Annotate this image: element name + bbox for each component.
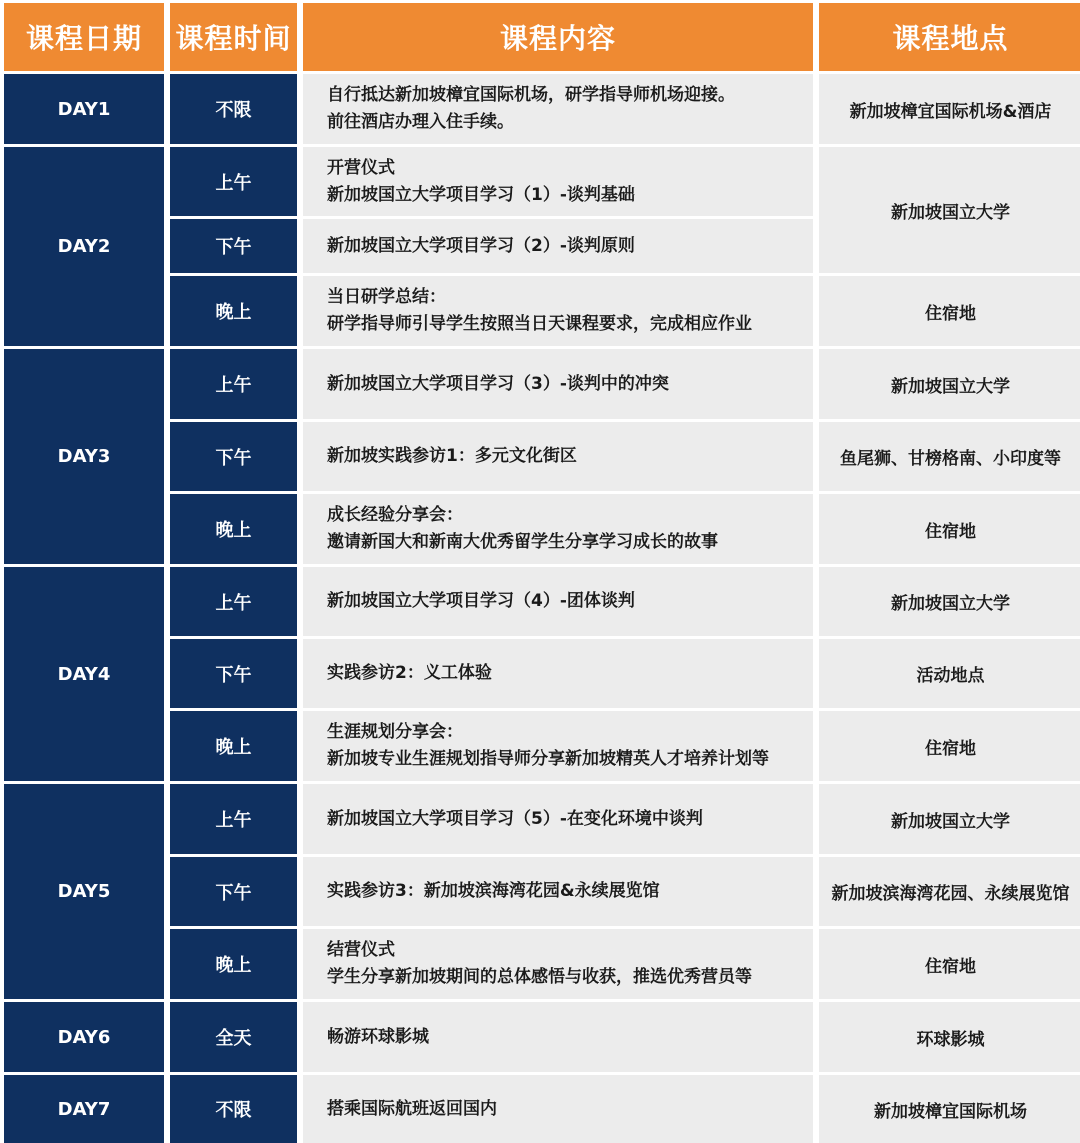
- time-cell: 下午: [170, 422, 297, 491]
- content-line: 结营仪式: [327, 940, 395, 960]
- place-cell: 新加坡樟宜国际机场&酒店: [819, 74, 1080, 144]
- content-cell: [303, 1075, 813, 1143]
- header-time: 课程时间: [170, 3, 297, 71]
- place-cell: 新加坡国立大学: [819, 784, 1080, 854]
- place-cell: 环球影城: [819, 1002, 1080, 1072]
- content-line: 实践参访3：新加坡滨海湾花园&永续展览馆: [327, 881, 660, 901]
- content-cell: [303, 219, 813, 273]
- content-line: 新加坡国立大学项目学习（2）-谈判原则: [327, 235, 635, 256]
- header-date: 课程日期: [4, 3, 164, 71]
- content-line: 搭乘国际航班返回国内: [327, 1098, 497, 1119]
- day-cell-1: DAY1: [4, 74, 164, 144]
- content-line: 邀请新国大和新南大优秀留学生分享学习成长的故事: [327, 532, 718, 552]
- day-cell-6: DAY6: [4, 1002, 164, 1072]
- day-cell-7: DAY7: [4, 1075, 164, 1143]
- content-cell: [303, 857, 813, 926]
- content-line: 新加坡国立大学项目学习（4）-团体谈判: [327, 591, 635, 611]
- content-cell: [303, 567, 813, 636]
- place-cell: 活动地点: [819, 639, 1080, 708]
- time-cell: 全天: [170, 1002, 297, 1072]
- time-cell: 晚上: [170, 494, 297, 564]
- content-line: 开营仪式: [327, 157, 395, 178]
- time-cell: 晚上: [170, 276, 297, 346]
- day-cell-3: DAY3: [4, 349, 164, 564]
- place-cell: 住宿地: [819, 276, 1080, 346]
- content-cell: [303, 929, 813, 999]
- content-line: 新加坡实践参访1：多元文化街区: [327, 446, 577, 466]
- content-line: 研学指导师引导学生按照当日天课程要求，完成相应作业: [327, 314, 752, 334]
- content-line: 自行抵达新加坡樟宜国际机场，研学指导师机场迎接。: [327, 85, 735, 105]
- time-cell: 上午: [170, 567, 297, 636]
- content-line: 新加坡专业生涯规划指导师分享新加坡精英人才培养计划等: [327, 749, 769, 769]
- content-line: 新加坡国立大学项目学习（5）-在变化环境中谈判: [327, 808, 703, 829]
- content-line: 生涯规划分享会：: [327, 722, 463, 742]
- header-place: 课程地点: [819, 3, 1080, 71]
- content-cell: [303, 74, 813, 144]
- content-cell: [303, 1002, 813, 1072]
- place-cell: 新加坡国立大学: [819, 567, 1080, 636]
- place-cell: 新加坡国立大学: [819, 349, 1080, 419]
- place-cell: 新加坡樟宜国际机场: [819, 1075, 1080, 1143]
- time-cell: 上午: [170, 349, 297, 419]
- content-cell: [303, 711, 813, 781]
- time-cell: 上午: [170, 147, 297, 216]
- content-line: 前往酒店办理入住手续。: [327, 112, 514, 132]
- time-cell: 下午: [170, 857, 297, 926]
- day-cell-5: DAY5: [4, 784, 164, 999]
- place-cell: 新加坡国立大学: [819, 147, 1080, 273]
- time-cell: 下午: [170, 639, 297, 708]
- content-cell: [303, 639, 813, 708]
- place-cell: 住宿地: [819, 929, 1080, 999]
- content-cell: [303, 276, 813, 346]
- time-cell: 下午: [170, 219, 297, 273]
- time-cell: 不限: [170, 74, 297, 144]
- content-cell: [303, 349, 813, 419]
- day-cell-4: DAY4: [4, 567, 164, 781]
- content-line: 学生分享新加坡期间的总体感悟与收获，推选优秀营员等: [327, 967, 752, 987]
- content-line: 新加坡国立大学项目学习（1）-谈判基础: [327, 184, 635, 205]
- day-cell-2: DAY2: [4, 147, 164, 346]
- time-cell: 上午: [170, 784, 297, 854]
- header-content: 课程内容: [303, 3, 813, 71]
- content-line: 成长经验分享会：: [327, 505, 463, 525]
- place-cell: 新加坡滨海湾花园、永续展览馆: [819, 857, 1080, 926]
- content-line: 实践参访2：义工体验: [327, 663, 492, 683]
- content-line: 畅游环球影城: [327, 1026, 429, 1047]
- time-cell: 晚上: [170, 711, 297, 781]
- place-cell: 鱼尾狮、甘榜格南、小印度等: [819, 422, 1080, 491]
- place-cell: 住宿地: [819, 711, 1080, 781]
- content-cell: [303, 422, 813, 491]
- time-cell: 晚上: [170, 929, 297, 999]
- content-line: 当日研学总结：: [327, 287, 446, 307]
- content-cell: [303, 784, 813, 854]
- content-cell: [303, 494, 813, 564]
- time-cell: 不限: [170, 1075, 297, 1143]
- place-cell: 住宿地: [819, 494, 1080, 564]
- content-line: 新加坡国立大学项目学习（3）-谈判中的冲突: [327, 373, 669, 394]
- content-cell: [303, 147, 813, 216]
